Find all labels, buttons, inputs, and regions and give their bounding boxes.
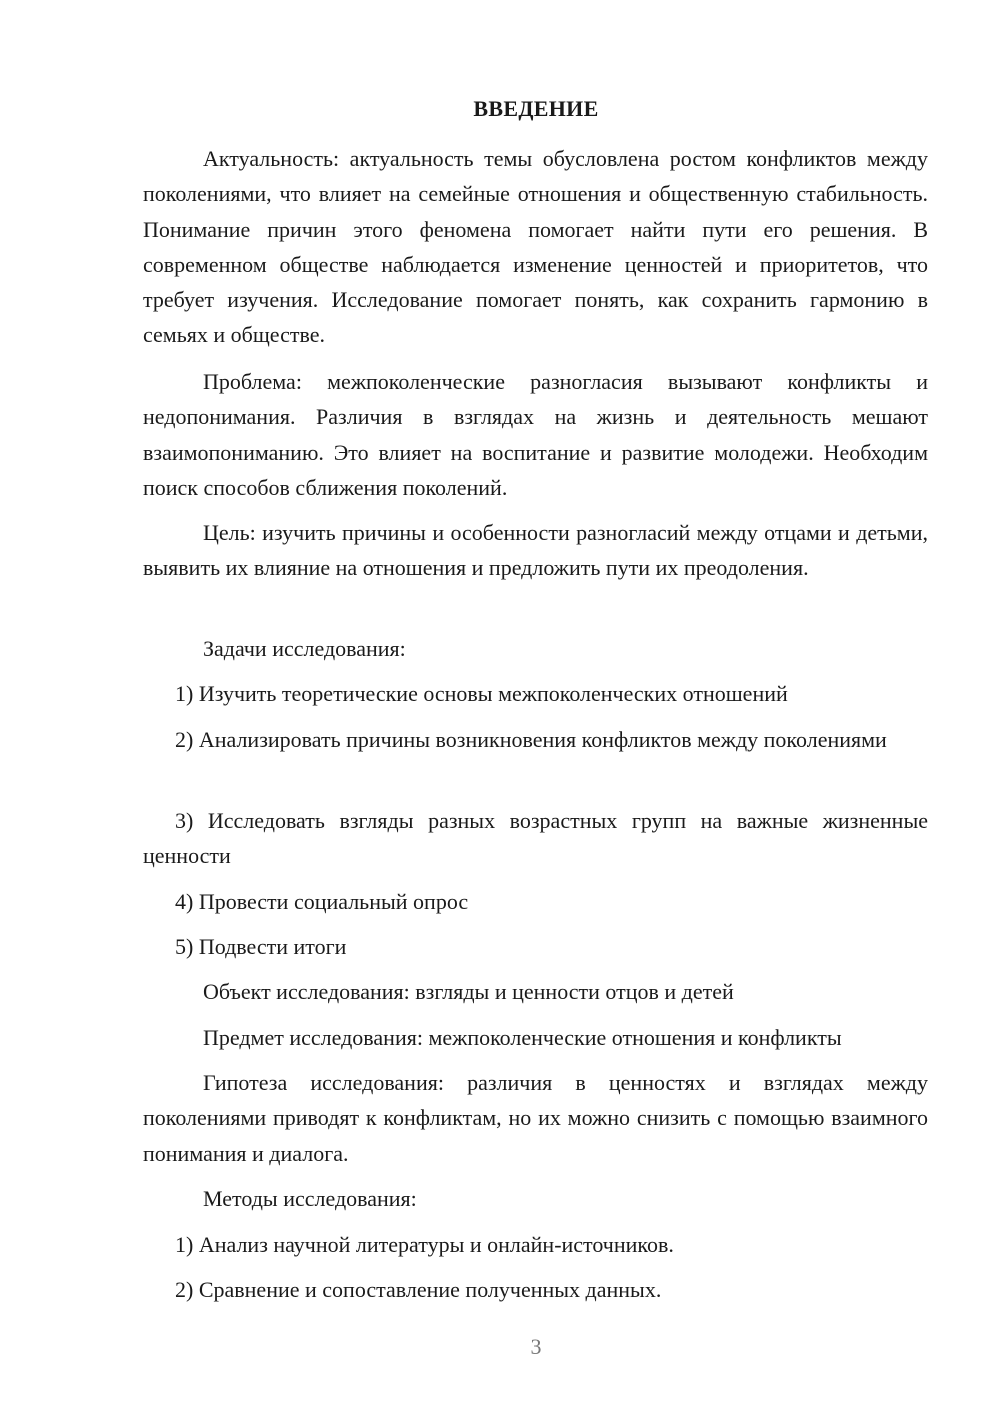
tasks-label: Задачи исследования: [203,636,406,661]
task-item-3: 3) Исследовать взгляды разных возрастных групп на важные жизненные ценности [143,808,928,869]
method-item-2: 2) Сравнение и сопоставление полученных данных. [175,1277,662,1302]
paragraph-subject: Предмет исследования: межпоколенческие отношения и конфликты [203,1025,842,1050]
paragraph-problem: Проблема: межпоколенческие разногласия вызывают конфликты и недопонимания. Различия в взглядах на жизнь и деятельность мешают взаимопониманию. Это влияет на воспитание и развитие молодежи. Необходим поиск способов сближения поколений. [143,369,928,500]
paragraph-relevance: Актуальность: актуальность темы обусловлена ростом конфликтов между поколениями, что влияет на семейные отношения и общественную стабильность. Понимание причин этого феномена помогает найти пути его решения. В современном обществе наблюдается изменение ценностей и приоритетов, что требует изучения. Исследование помогает понять, как сохранить гармонию в семьях и обществе. [143,146,928,348]
page-title: ВВЕДЕНИЕ [473,96,599,121]
task-item-4: 4) Провести социальный опрос [175,889,469,914]
page-number: 3 [530,1334,542,1359]
task-item-5: 5) Подвести итоги [175,934,347,959]
paragraph-goal: Цель: изучить причины и особенности разногласий между отцами и детьми, выявить их влияние на отношения и предложить пути их преодоления. [143,520,928,581]
paragraph-hypothesis: Гипотеза исследования: различия в ценностях и взглядах между поколениями приводят к конфликтам, но их можно снизить с помощью взаимного понимания и диалога. [143,1070,928,1166]
task-item-2: 2) Анализировать причины возникновения конфликтов между поколениями [175,727,887,752]
method-item-1: 1) Анализ научной литературы и онлайн-источников. [175,1232,674,1257]
paragraph-object: Объект исследования: взгляды и ценности отцов и детей [203,979,734,1004]
methods-label: Методы исследования: [203,1186,417,1211]
task-item-1: 1) Изучить теоретические основы межпоколенческих отношений [175,681,788,706]
